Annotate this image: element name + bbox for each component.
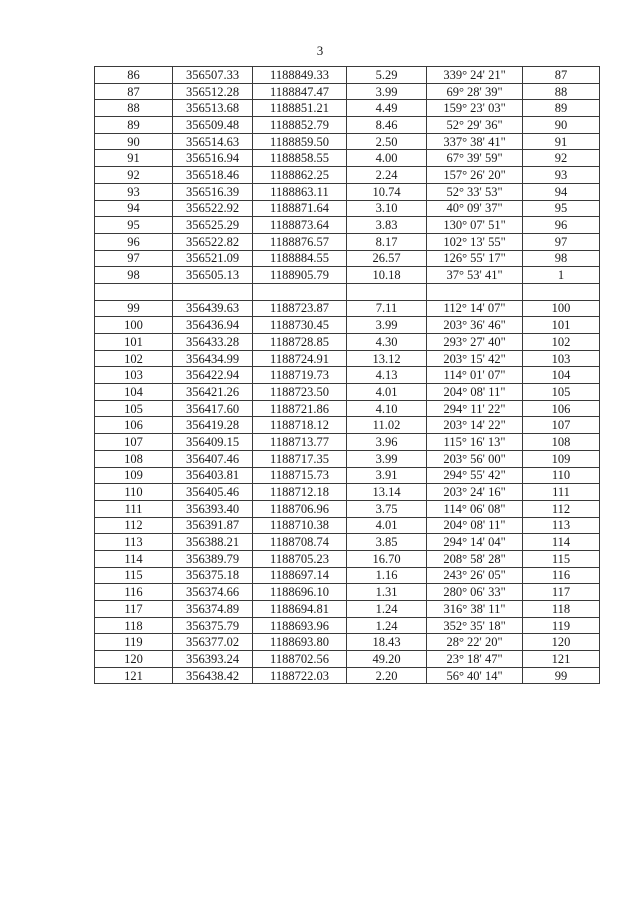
point-cell: 117 [95, 601, 173, 618]
distance-cell: 4.00 [347, 150, 427, 167]
point-cell: 102 [95, 350, 173, 367]
table-row [95, 667, 600, 684]
x-coordinate-cell: 356375.18 [173, 567, 253, 584]
x-coordinate-cell: 356516.94 [173, 150, 253, 167]
point-cell: 104 [95, 384, 173, 401]
point-cell: 88 [95, 100, 173, 117]
next-point-cell: 101 [523, 317, 600, 334]
y-coordinate-cell: 1188705.23 [253, 550, 347, 567]
distance-cell: 1.31 [347, 584, 427, 601]
y-coordinate-cell: 1188693.80 [253, 634, 347, 651]
table-row [95, 67, 600, 84]
next-point-cell: 120 [523, 634, 600, 651]
x-coordinate-cell: 356405.46 [173, 484, 253, 501]
bearing-cell: 208° 58' 28" [427, 550, 523, 567]
distance-cell: 4.13 [347, 367, 427, 384]
x-coordinate-cell: 356518.46 [173, 167, 253, 184]
table-row [95, 217, 600, 234]
next-point-cell: 91 [523, 133, 600, 150]
table-row [95, 417, 600, 434]
point-cell: 96 [95, 233, 173, 250]
table-row [95, 233, 600, 250]
distance-cell: 7.11 [347, 300, 427, 317]
bearing-cell: 352° 35' 18" [427, 617, 523, 634]
table-row [95, 283, 600, 300]
x-coordinate-cell: 356421.26 [173, 384, 253, 401]
distance-cell: 3.75 [347, 500, 427, 517]
point-cell: 111 [95, 500, 173, 517]
distance-cell: 3.83 [347, 217, 427, 234]
bearing-cell: 243° 26' 05" [427, 567, 523, 584]
next-point-cell: 105 [523, 384, 600, 401]
point-cell: 87 [95, 83, 173, 100]
y-coordinate-cell: 1188863.11 [253, 183, 347, 200]
y-coordinate-cell: 1188694.81 [253, 601, 347, 618]
table-row [95, 167, 600, 184]
point-cell: 92 [95, 167, 173, 184]
bearing-cell: 67° 39' 59" [427, 150, 523, 167]
point-cell: 99 [95, 300, 173, 317]
x-coordinate-cell: 356393.40 [173, 500, 253, 517]
next-point-cell: 106 [523, 400, 600, 417]
point-cell: 94 [95, 200, 173, 217]
table-row [95, 317, 600, 334]
bearing-cell: 203° 24' 16" [427, 484, 523, 501]
y-coordinate-cell: 1188730.45 [253, 317, 347, 334]
x-coordinate-cell: 356374.89 [173, 601, 253, 618]
point-cell: 106 [95, 417, 173, 434]
table-row [95, 450, 600, 467]
x-coordinate-cell: 356409.15 [173, 434, 253, 451]
y-coordinate-cell: 1188723.87 [253, 300, 347, 317]
distance-cell: 4.49 [347, 100, 427, 117]
bearing-cell: 294° 55' 42" [427, 467, 523, 484]
y-coordinate-cell: 1188693.96 [253, 617, 347, 634]
table-row [95, 484, 600, 501]
y-coordinate-cell: 1188722.03 [253, 667, 347, 684]
bearing-cell: 69° 28' 39" [427, 83, 523, 100]
point-cell: 108 [95, 450, 173, 467]
bearing-cell: 115° 16' 13" [427, 434, 523, 451]
bearing-cell: 130° 07' 51" [427, 217, 523, 234]
table-row [95, 100, 600, 117]
bearing-cell: 294° 14' 04" [427, 534, 523, 551]
table-row [95, 384, 600, 401]
bearing-cell: 203° 36' 46" [427, 317, 523, 334]
bearing-cell: 40° 09' 37" [427, 200, 523, 217]
bearing-cell: 56° 40' 14" [427, 667, 523, 684]
point-cell: 119 [95, 634, 173, 651]
next-point-cell: 108 [523, 434, 600, 451]
distance-cell: 2.50 [347, 133, 427, 150]
y-coordinate-cell: 1188697.14 [253, 567, 347, 584]
next-point-cell: 110 [523, 467, 600, 484]
y-coordinate-cell: 1188708.74 [253, 534, 347, 551]
bearing-cell: 52° 33' 53" [427, 183, 523, 200]
y-coordinate-cell: 1188696.10 [253, 584, 347, 601]
distance-cell: 8.17 [347, 233, 427, 250]
point-cell: 100 [95, 317, 173, 334]
distance-cell: 18.43 [347, 634, 427, 651]
point-cell: 101 [95, 334, 173, 351]
bearing-cell: 114° 06' 08" [427, 500, 523, 517]
bearing-cell: 203° 56' 00" [427, 450, 523, 467]
x-coordinate-cell: 356393.24 [173, 651, 253, 668]
x-coordinate-cell: 356433.28 [173, 334, 253, 351]
next-point-cell: 102 [523, 334, 600, 351]
distance-cell [347, 283, 427, 300]
bearing-cell: 112° 14' 07" [427, 300, 523, 317]
point-cell: 98 [95, 267, 173, 284]
table-row [95, 617, 600, 634]
distance-cell: 3.99 [347, 450, 427, 467]
distance-cell: 4.30 [347, 334, 427, 351]
distance-cell: 11.02 [347, 417, 427, 434]
coordinate-table [94, 66, 600, 684]
table-row [95, 534, 600, 551]
point-cell: 89 [95, 117, 173, 134]
table-row [95, 434, 600, 451]
x-coordinate-cell: 356377.02 [173, 634, 253, 651]
next-point-cell: 104 [523, 367, 600, 384]
next-point-cell: 98 [523, 250, 600, 267]
table-row [95, 467, 600, 484]
y-coordinate-cell: 1188851.21 [253, 100, 347, 117]
x-coordinate-cell: 356509.48 [173, 117, 253, 134]
page-number: 3 [316, 43, 324, 58]
bearing-cell: 159° 23' 03" [427, 100, 523, 117]
next-point-cell [523, 283, 600, 300]
point-cell: 90 [95, 133, 173, 150]
next-point-cell: 97 [523, 233, 600, 250]
next-point-cell: 118 [523, 601, 600, 618]
table-row [95, 250, 600, 267]
x-coordinate-cell: 356407.46 [173, 450, 253, 467]
point-cell: 120 [95, 651, 173, 668]
y-coordinate-cell: 1188884.55 [253, 250, 347, 267]
y-coordinate-cell: 1188702.56 [253, 651, 347, 668]
x-coordinate-cell: 356417.60 [173, 400, 253, 417]
y-coordinate-cell: 1188713.77 [253, 434, 347, 451]
next-point-cell: 96 [523, 217, 600, 234]
distance-cell: 8.46 [347, 117, 427, 134]
table-row [95, 634, 600, 651]
next-point-cell: 114 [523, 534, 600, 551]
point-cell: 93 [95, 183, 173, 200]
distance-cell: 1.16 [347, 567, 427, 584]
y-coordinate-cell: 1188723.50 [253, 384, 347, 401]
next-point-cell: 94 [523, 183, 600, 200]
next-point-cell: 100 [523, 300, 600, 317]
distance-cell: 10.74 [347, 183, 427, 200]
table-row [95, 567, 600, 584]
y-coordinate-cell: 1188862.25 [253, 167, 347, 184]
x-coordinate-cell: 356388.21 [173, 534, 253, 551]
table-row [95, 183, 600, 200]
x-coordinate-cell: 356514.63 [173, 133, 253, 150]
x-coordinate-cell: 356419.28 [173, 417, 253, 434]
y-coordinate-cell: 1188719.73 [253, 367, 347, 384]
x-coordinate-cell: 356438.42 [173, 667, 253, 684]
x-coordinate-cell: 356521.09 [173, 250, 253, 267]
x-coordinate-cell: 356522.92 [173, 200, 253, 217]
x-coordinate-cell: 356512.28 [173, 83, 253, 100]
bearing-cell: 204° 08' 11" [427, 384, 523, 401]
next-point-cell: 116 [523, 567, 600, 584]
table-row [95, 350, 600, 367]
bearing-cell: 157° 26' 20" [427, 167, 523, 184]
y-coordinate-cell: 1188706.96 [253, 500, 347, 517]
x-coordinate-cell: 356389.79 [173, 550, 253, 567]
x-coordinate-cell: 356436.94 [173, 317, 253, 334]
next-point-cell: 112 [523, 500, 600, 517]
next-point-cell: 117 [523, 584, 600, 601]
next-point-cell: 93 [523, 167, 600, 184]
x-coordinate-cell: 356513.68 [173, 100, 253, 117]
bearing-cell: 37° 53' 41" [427, 267, 523, 284]
x-coordinate-cell: 356434.99 [173, 350, 253, 367]
next-point-cell: 99 [523, 667, 600, 684]
point-cell: 110 [95, 484, 173, 501]
distance-cell: 1.24 [347, 617, 427, 634]
y-coordinate-cell: 1188905.79 [253, 267, 347, 284]
x-coordinate-cell: 356507.33 [173, 67, 253, 84]
x-coordinate-cell: 356525.29 [173, 217, 253, 234]
distance-cell: 3.96 [347, 434, 427, 451]
next-point-cell: 90 [523, 117, 600, 134]
distance-cell: 13.12 [347, 350, 427, 367]
point-cell: 107 [95, 434, 173, 451]
x-coordinate-cell: 356505.13 [173, 267, 253, 284]
distance-cell: 4.01 [347, 384, 427, 401]
x-coordinate-cell: 356516.39 [173, 183, 253, 200]
next-point-cell: 89 [523, 100, 600, 117]
distance-cell: 26.57 [347, 250, 427, 267]
point-cell: 112 [95, 517, 173, 534]
bearing-cell: 316° 38' 11" [427, 601, 523, 618]
y-coordinate-cell: 1188852.79 [253, 117, 347, 134]
distance-cell: 3.99 [347, 317, 427, 334]
table-row [95, 267, 600, 284]
distance-cell: 3.99 [347, 83, 427, 100]
distance-cell: 2.20 [347, 667, 427, 684]
point-cell [95, 283, 173, 300]
distance-cell: 10.18 [347, 267, 427, 284]
point-cell: 91 [95, 150, 173, 167]
y-coordinate-cell: 1188871.64 [253, 200, 347, 217]
x-coordinate-cell: 356391.87 [173, 517, 253, 534]
next-point-cell: 109 [523, 450, 600, 467]
next-point-cell: 87 [523, 67, 600, 84]
point-cell: 114 [95, 550, 173, 567]
bearing-cell: 28° 22' 20" [427, 634, 523, 651]
x-coordinate-cell [173, 283, 253, 300]
bearing-cell: 293° 27' 40" [427, 334, 523, 351]
point-cell: 118 [95, 617, 173, 634]
y-coordinate-cell: 1188715.73 [253, 467, 347, 484]
distance-cell: 3.10 [347, 200, 427, 217]
point-cell: 109 [95, 467, 173, 484]
bearing-cell: 337° 38' 41" [427, 133, 523, 150]
next-point-cell: 88 [523, 83, 600, 100]
next-point-cell: 113 [523, 517, 600, 534]
distance-cell: 49.20 [347, 651, 427, 668]
point-cell: 115 [95, 567, 173, 584]
y-coordinate-cell: 1188710.38 [253, 517, 347, 534]
bearing-cell: 23° 18' 47" [427, 651, 523, 668]
point-cell: 95 [95, 217, 173, 234]
point-cell: 105 [95, 400, 173, 417]
y-coordinate-cell: 1188873.64 [253, 217, 347, 234]
table-row [95, 117, 600, 134]
y-coordinate-cell: 1188847.47 [253, 83, 347, 100]
y-coordinate-cell: 1188724.91 [253, 350, 347, 367]
next-point-cell: 119 [523, 617, 600, 634]
bearing-cell: 339° 24' 21" [427, 67, 523, 84]
y-coordinate-cell: 1188712.18 [253, 484, 347, 501]
bearing-cell: 203° 15' 42" [427, 350, 523, 367]
table-row [95, 83, 600, 100]
table-row [95, 367, 600, 384]
coordinate-table-body [95, 67, 600, 684]
table-row [95, 300, 600, 317]
coordinate-table-container [94, 66, 599, 684]
y-coordinate-cell [253, 283, 347, 300]
table-row [95, 334, 600, 351]
table-row [95, 651, 600, 668]
distance-cell: 3.85 [347, 534, 427, 551]
next-point-cell: 95 [523, 200, 600, 217]
next-point-cell: 107 [523, 417, 600, 434]
x-coordinate-cell: 356403.81 [173, 467, 253, 484]
table-row [95, 584, 600, 601]
distance-cell: 16.70 [347, 550, 427, 567]
next-point-cell: 103 [523, 350, 600, 367]
table-row [95, 200, 600, 217]
y-coordinate-cell: 1188876.57 [253, 233, 347, 250]
point-cell: 113 [95, 534, 173, 551]
bearing-cell [427, 283, 523, 300]
bearing-cell: 204° 08' 11" [427, 517, 523, 534]
point-cell: 103 [95, 367, 173, 384]
y-coordinate-cell: 1188849.33 [253, 67, 347, 84]
y-coordinate-cell: 1188858.55 [253, 150, 347, 167]
table-row [95, 133, 600, 150]
table-row [95, 517, 600, 534]
next-point-cell: 111 [523, 484, 600, 501]
next-point-cell: 115 [523, 550, 600, 567]
bearing-cell: 114° 01' 07" [427, 367, 523, 384]
bearing-cell: 294° 11' 22" [427, 400, 523, 417]
bearing-cell: 52° 29' 36" [427, 117, 523, 134]
table-row [95, 400, 600, 417]
x-coordinate-cell: 356522.82 [173, 233, 253, 250]
point-cell: 121 [95, 667, 173, 684]
distance-cell: 4.10 [347, 400, 427, 417]
next-point-cell: 121 [523, 651, 600, 668]
distance-cell: 1.24 [347, 601, 427, 618]
distance-cell: 4.01 [347, 517, 427, 534]
point-cell: 86 [95, 67, 173, 84]
table-row [95, 150, 600, 167]
y-coordinate-cell: 1188728.85 [253, 334, 347, 351]
table-row [95, 500, 600, 517]
y-coordinate-cell: 1188717.35 [253, 450, 347, 467]
x-coordinate-cell: 356375.79 [173, 617, 253, 634]
point-cell: 116 [95, 584, 173, 601]
point-cell: 97 [95, 250, 173, 267]
distance-cell: 2.24 [347, 167, 427, 184]
distance-cell: 3.91 [347, 467, 427, 484]
y-coordinate-cell: 1188859.50 [253, 133, 347, 150]
distance-cell: 5.29 [347, 67, 427, 84]
x-coordinate-cell: 356422.94 [173, 367, 253, 384]
distance-cell: 13.14 [347, 484, 427, 501]
bearing-cell: 102° 13' 55" [427, 233, 523, 250]
x-coordinate-cell: 356439.63 [173, 300, 253, 317]
table-row [95, 601, 600, 618]
y-coordinate-cell: 1188721.86 [253, 400, 347, 417]
bearing-cell: 203° 14' 22" [427, 417, 523, 434]
table-row [95, 550, 600, 567]
next-point-cell: 92 [523, 150, 600, 167]
bearing-cell: 280° 06' 33" [427, 584, 523, 601]
y-coordinate-cell: 1188718.12 [253, 417, 347, 434]
bearing-cell: 126° 55' 17" [427, 250, 523, 267]
next-point-cell: 1 [523, 267, 600, 284]
x-coordinate-cell: 356374.66 [173, 584, 253, 601]
